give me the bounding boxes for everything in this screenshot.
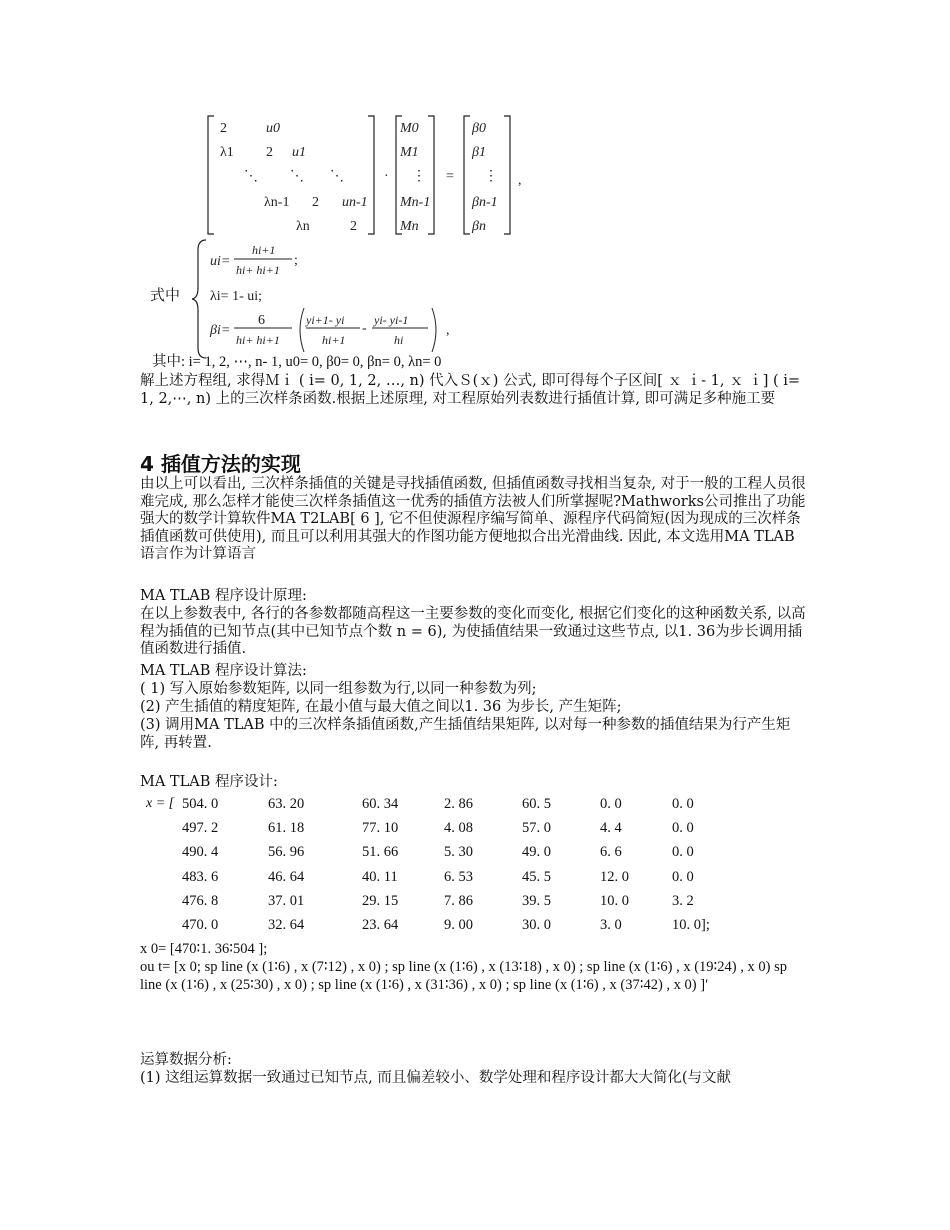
x-matrix-cell: 12. 0 — [600, 868, 629, 885]
trailing-comma: , — [518, 173, 522, 188]
matrix-equation — [200, 110, 540, 238]
algorithm-title: MA TLAB 程序设计算法: — [140, 663, 307, 679]
principle-title: MA TLAB 程序设计原理: — [140, 588, 307, 604]
x-matrix-cell: 3. 2 — [672, 892, 694, 909]
paragraph-solution: 解上述方程组, 求得Ｍｉ ( i= 0, 1, 2, …, n) 代入Ｓ(ｘ) 公式, 即可得每个子区间[ ｘ ｉ- 1, ｘ ｉ] ( i= 1, 2,⋯, n) 上的三次样条函数.根据上述原理, 对工程原始列表数进行插值计算, 即可满足多种施工要 — [140, 373, 801, 407]
m-1: M1 — [400, 145, 419, 160]
x-matrix-cell: 10. 0 — [600, 892, 629, 909]
mult-dot: · — [384, 169, 389, 184]
x-matrix-cell: 30. 0 — [522, 917, 551, 933]
a-r2c1: λ1 — [220, 145, 234, 160]
x-matrix-cell: 51. 66 — [362, 844, 399, 861]
a-r2c3: u1 — [292, 145, 306, 160]
beta-tail: , — [446, 323, 450, 338]
x-matrix-cell: 63. 20 — [268, 796, 305, 812]
x-matrix-cell: 57. 0 — [522, 820, 551, 837]
u-num: hi+1 — [252, 243, 276, 257]
x-matrix-cell: 32. 64 — [268, 917, 305, 933]
x-matrix-cell: 490. 4 — [182, 844, 219, 861]
x-matrix-cell: 46. 64 — [268, 868, 305, 885]
x-matrix-cell: 60. 5 — [522, 796, 551, 812]
beta-f2-den: hi — [394, 333, 404, 347]
analysis-item-1: (1) 这组运算数据一致通过已知节点, 而且偏差较小、数学处理和程序设计都大大简化(与文献 — [140, 1070, 732, 1086]
x-matrix-cell: 49. 0 — [522, 844, 551, 861]
x-matrix-cell: 483. 6 — [182, 868, 219, 885]
x-matrix-cell: 39. 5 — [522, 892, 551, 909]
section-title: 4 插值方法的实现 — [140, 452, 301, 476]
x-matrix-cell: 0. 0 — [672, 844, 694, 861]
a-r1c1: 2 — [220, 121, 227, 136]
step-3: (3) 调用MA TLAB 中的三次样条插值函数,产生插值结果矩阵, 以对每一种参数的插值结果为行产生矩阵, 再转置. — [140, 717, 791, 751]
x-matrix-prefix: x = [ — [146, 796, 175, 811]
x-matrix-cell: 23. 64 — [362, 917, 399, 933]
x-matrix-cell: 504. 0 — [182, 796, 219, 812]
a-r2c2: 2 — [266, 145, 273, 160]
x-matrix-cell: 29. 15 — [362, 892, 399, 909]
paragraph-principle: 在以上参数表中, 各行的各参数都随高程这一主要参数的变化而变化, 根据它们变化的这种函数关系, 以高程为插值的已知节点(其中已知节点个数 n = 6), 为使插值结果一致通过这些节点, 以1. 36为步长调用插值函数进行插值. — [140, 606, 806, 657]
lambda-def: λi= 1- ui; — [210, 289, 263, 304]
u-den: hi+ hi+1 — [236, 263, 280, 277]
x-matrix-cell: 40. 11 — [362, 868, 398, 885]
beta-lhs: βi= — [210, 323, 231, 338]
x-matrix-cell: 4. 08 — [444, 820, 473, 837]
u-lhs: ui= — [210, 254, 231, 269]
beta-f1-den: hi+1 — [322, 333, 346, 347]
x-matrix-cell: 45. 5 — [522, 868, 551, 885]
design-title: MA TLAB 程序设计: — [140, 774, 278, 790]
a-r4c1: λn-1 — [264, 195, 290, 210]
a-r4c3: un-1 — [342, 195, 368, 210]
x-matrix-cell: 9. 00 — [444, 917, 473, 933]
x-matrix-cell: 0. 0 — [600, 796, 622, 812]
x-matrix-cell: 61. 18 — [268, 820, 305, 837]
b-4: βn — [472, 219, 486, 234]
out-line: ou t= [x 0; sp line (x (1∶6) , x (7∶12) , x 0) ; sp line (x (1∶6) , x (13∶18) , x 0) ; sp line (x (1∶6) , x (19∶24) , x 0) sp line (x (1∶6) , x (25∶30) , x 0) ; sp line (x (1∶6) , x (31∶36) , x 0) ; sp line (x (1∶6) , x (37∶42) , x 0) ]′ — [140, 959, 787, 993]
x-matrix-cell: 6. 53 — [444, 868, 473, 885]
x-matrix-cell: 56. 96 — [268, 844, 305, 861]
x-matrix-cell: 497. 2 — [182, 820, 219, 837]
x-matrix-cell: 470. 0 — [182, 917, 219, 933]
x-matrix-cell: 0. 0 — [672, 820, 694, 837]
a-r5c2: 2 — [350, 219, 357, 234]
analysis-title: 运算数据分析: — [140, 1052, 232, 1068]
b-2: ⋮ — [484, 169, 498, 184]
a-r5c1: λn — [296, 219, 310, 234]
b-0: β0 — [472, 121, 486, 136]
x-matrix-cell: 5. 30 — [444, 844, 473, 861]
m-2: ⋮ — [412, 169, 426, 184]
x-matrix-cell: 37. 01 — [268, 892, 305, 909]
m-3: Mn-1 — [400, 195, 431, 210]
x-matrix-cell: 476. 8 — [182, 892, 219, 909]
beta-f1-num: yi+1- yi — [306, 313, 345, 327]
a-r4c2: 2 — [312, 195, 319, 210]
a-r3c3: ⋱ — [330, 169, 344, 184]
b-1: β1 — [472, 145, 486, 160]
m-0: M0 — [400, 121, 419, 136]
beta-f2-num: yi- yi-1 — [374, 313, 409, 327]
x-matrix-cell: 10. 0]; — [672, 917, 710, 933]
beta-coef-num: 6 — [258, 313, 265, 328]
u-tail: ; — [294, 253, 298, 268]
x-matrix-cell: 60. 34 — [362, 796, 399, 812]
definitions-block — [192, 238, 492, 360]
x-matrix-cell: 6. 6 — [600, 844, 622, 861]
step-2: (2) 产生插值的精度矩阵, 在最小值与最大值之间以1. 36 为步长, 产生矩阵; — [140, 699, 622, 715]
beta-coef-den: hi+ hi+1 — [236, 333, 280, 347]
b-3: βn-1 — [472, 195, 498, 210]
x-matrix-cell: 0. 0 — [672, 868, 694, 885]
step-1: ( 1) 写入原始参数矩阵, 以同一组参数为行,以同一种参数为列; — [140, 681, 537, 697]
x-matrix-cell: 0. 0 — [672, 796, 694, 812]
x-matrix-cell: 77. 10 — [362, 820, 399, 837]
a-r3c1: ⋱ — [244, 169, 258, 184]
where-line: 其中: i= 1, 2, ⋯, n- 1, u0= 0, β0= 0, βn= 0, λn= 0 — [152, 354, 442, 370]
x-matrix-cell: 4. 4 — [600, 820, 622, 837]
a-r1c2: u0 — [266, 121, 280, 136]
a-r3c2: ⋱ — [290, 169, 304, 184]
equals-sign: = — [446, 169, 454, 184]
beta-minus: - — [362, 321, 367, 336]
x-matrix-cell: 3. 0 — [600, 917, 622, 933]
x-matrix-cell: 7. 86 — [444, 892, 473, 909]
x-matrix-cell: 2. 86 — [444, 796, 473, 812]
where-label: 式中 — [150, 286, 181, 304]
m-4: Mn — [400, 219, 419, 234]
paragraph-intro: 由以上可以看出, 三次样条插值的关键是寻找插值函数, 但插值函数寻找相当复杂, 对于一般的工程人员很难完成, 那么怎样才能使三次样条插值这一优秀的插值方法被人们所掌握呢?Mathworks公司推出了功能强大的数学计算软件MA T2LAB[ 6 ], 它不但使源程序编写简单、源程序代码简短(因为现成的三次样条插值函数可供使用), 而且可以利用其强大的作图功能方便地拟合出光滑曲线. 因此, 本文选用MA TLAB 语言作为计算语言 — [140, 476, 806, 562]
x0-line: x 0= [470∶1. 36∶504 ]; — [140, 941, 268, 957]
